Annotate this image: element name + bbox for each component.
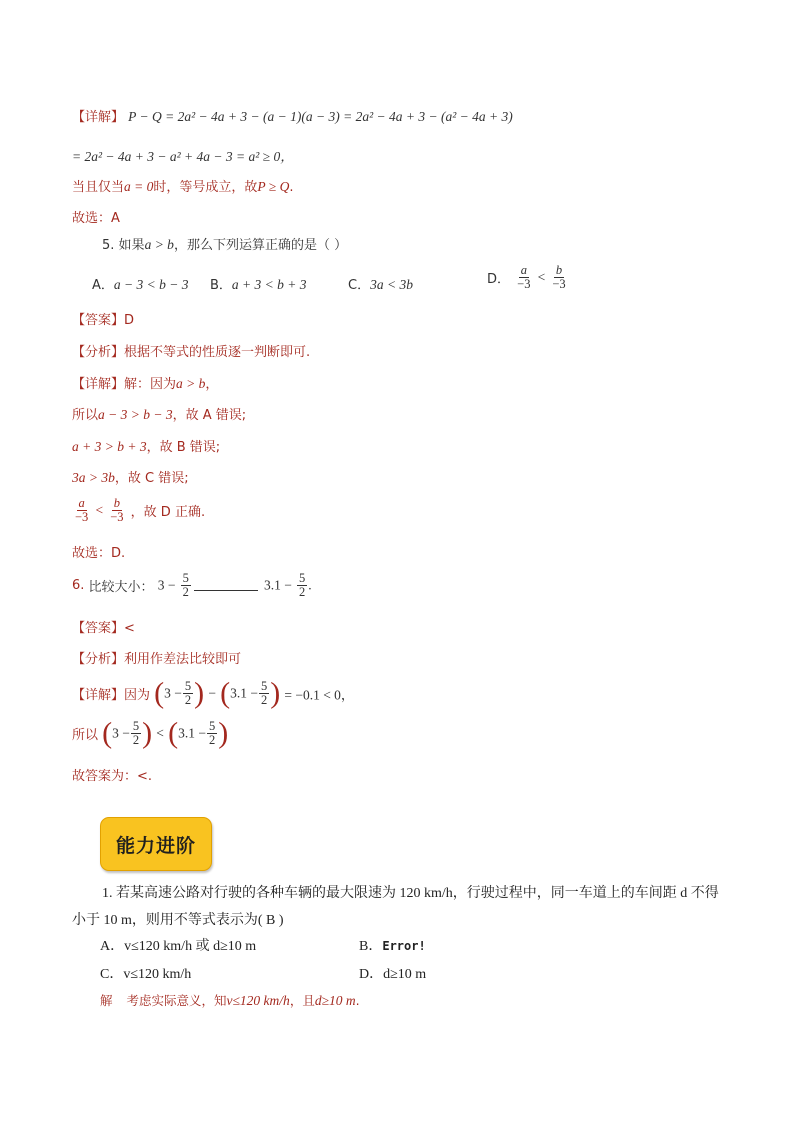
fraction: [181, 572, 191, 599]
option-c: [348, 274, 413, 293]
numerator: 5: [299, 571, 306, 585]
fraction: [515, 264, 532, 291]
option-b: [210, 274, 307, 293]
answer-line: 故选：A: [72, 211, 120, 226]
detail-line: [72, 467, 189, 486]
text: 因为: [124, 688, 151, 703]
text: .: [308, 577, 312, 593]
math: = −0.1 < 0，: [284, 687, 355, 703]
question-5-stem: [102, 234, 347, 253]
math: 3 −: [164, 685, 182, 701]
paren-open: (: [168, 716, 179, 750]
label: 【详解】: [72, 377, 125, 392]
q1-stem-line-1: 1. 若某高速公路对行驶的各种车辆的最大限速为 120 km/h，行驶过程中，同一车道上的车间距 d 不得: [102, 886, 719, 901]
answer-value: <: [124, 621, 135, 636]
text: ，: [205, 377, 219, 392]
paren-close: ): [218, 716, 229, 750]
math: d≥10 m: [314, 993, 356, 1008]
numerator: 5: [260, 679, 268, 693]
paren-open: (: [102, 716, 113, 750]
analysis-text: 根据不等式的性质逐一判断即可.: [124, 345, 311, 360]
text: ，故 C 错误;: [114, 471, 189, 486]
paren-open: (: [154, 676, 165, 710]
denominator: 2: [184, 693, 192, 707]
text: ，故 A 错误;: [172, 408, 247, 423]
math: a = 0: [124, 179, 154, 194]
denominator: 2: [208, 733, 216, 747]
option-text: a + 3 < b + 3: [231, 277, 307, 292]
relation: <: [156, 725, 164, 741]
text: 所以: [72, 408, 99, 423]
operator: −: [208, 685, 216, 701]
detail-line: [72, 676, 355, 710]
paren-close: ): [194, 676, 205, 710]
math-expr: P − Q = 2a² − 4a + 3 − (a − 1)(a − 3) = 2a² − 4a + 3 − (a² − 4a + 3): [128, 109, 513, 124]
option-label: D．: [487, 272, 511, 287]
answer-blank: [194, 590, 258, 591]
text: 如果: [118, 238, 145, 253]
math: a + 3 > b + 3: [72, 439, 147, 454]
math: P ≥ Q: [257, 179, 290, 194]
math: 3.1 −: [230, 685, 258, 701]
option-d: [487, 264, 569, 291]
detail-line: [72, 373, 218, 392]
analysis-line: [72, 341, 310, 360]
q1-option-b: [359, 935, 426, 955]
text: 考虑实际意义，知: [126, 993, 227, 1008]
label: 【答案】: [72, 313, 125, 328]
answer-line: [72, 617, 135, 636]
denominator: −3: [110, 510, 124, 524]
xiangjie-label: 【详解】: [72, 110, 125, 125]
denominator: −3: [517, 277, 531, 291]
label: 【分析】: [72, 652, 125, 667]
denominator: −3: [552, 277, 566, 291]
math: a > b: [176, 376, 206, 391]
option-label: A．: [92, 278, 114, 293]
answer-line: [72, 309, 134, 328]
text: 比较大小：: [88, 580, 154, 595]
q1-option-c: C．v≤120 km/h: [100, 967, 192, 982]
fraction: [131, 720, 141, 747]
analysis-line: [72, 648, 241, 667]
fraction: [108, 497, 125, 524]
option-label: C．: [348, 278, 371, 293]
denominator: −3: [75, 510, 89, 524]
numerator: a: [78, 496, 85, 510]
math: a − 3 > b − 3: [98, 407, 173, 422]
text: 当且仅当: [72, 180, 125, 195]
detail-line: [72, 716, 229, 750]
numerator: a: [520, 263, 527, 277]
detail-line: [72, 497, 205, 524]
numerator: 5: [208, 719, 216, 733]
q1-option-a: A．v≤120 km/h 或 d≥10 m: [100, 939, 257, 954]
paren-close: ): [270, 676, 281, 710]
fraction: [207, 720, 217, 747]
q1-stem-line-2: 小于 10 m，则用不等式表示为( B ): [72, 913, 284, 928]
text: .: [289, 180, 294, 195]
math: v≤120 km/h: [226, 993, 290, 1008]
label: 【分析】: [72, 345, 125, 360]
option-text: Error!: [382, 939, 426, 953]
math: 3 −: [112, 725, 130, 741]
denominator: 2: [299, 585, 306, 599]
relation: <: [95, 502, 104, 518]
option-label: B．: [210, 278, 232, 293]
option-a: [92, 274, 189, 293]
math: a > b: [144, 237, 174, 252]
text: ，那么下列运算正确的是（ ）: [173, 238, 348, 253]
text: 所以: [72, 728, 99, 743]
label: 【答案】: [72, 621, 125, 636]
analysis-text: 利用作差法比较即可: [124, 652, 242, 667]
question-number: 6.: [72, 578, 85, 593]
detail-line-3: [72, 176, 293, 195]
math: 3.1 −: [178, 725, 206, 741]
label: 【详解】: [72, 688, 125, 703]
numerator: 5: [182, 571, 189, 585]
text: 解：因为: [124, 377, 177, 392]
answer-line: 故答案为：<.: [72, 769, 153, 784]
text: ，且: [289, 993, 315, 1008]
section-badge: 能力进阶: [100, 817, 212, 871]
numerator: b: [113, 496, 120, 510]
detail-line-1: [72, 106, 513, 125]
question-number: 5.: [102, 238, 115, 253]
paren-open: (: [220, 676, 231, 710]
math: 3 −: [157, 577, 176, 593]
answer-value: D: [124, 313, 135, 328]
paren-close: ): [142, 716, 153, 750]
answer-line: 故选：D.: [72, 546, 126, 561]
text: .: [355, 993, 360, 1008]
numerator: 5: [184, 679, 192, 693]
fraction: [73, 497, 90, 524]
q1-option-d: D．d≥10 m: [359, 967, 427, 982]
detail-line-2: [72, 145, 294, 165]
fraction: [259, 680, 269, 707]
denominator: 2: [182, 585, 189, 599]
fraction: [297, 572, 307, 599]
math-expr: = 2a² − 4a + 3 − a² + 4a − 3 = a² ≥ 0，: [72, 149, 294, 164]
detail-line: [72, 404, 246, 423]
text: 时，等号成立，故: [153, 180, 258, 195]
option-text: a − 3 < b − 3: [113, 277, 189, 292]
fraction: [550, 264, 567, 291]
question-6-stem: [72, 572, 312, 599]
fraction: [183, 680, 193, 707]
detail-line: [72, 436, 220, 455]
math: 3.1 −: [263, 577, 292, 593]
numerator: b: [555, 263, 563, 277]
option-label: B．: [359, 939, 383, 954]
label: 解: [100, 993, 113, 1008]
text: ，故 D 正确.: [130, 505, 206, 520]
q1-solution: [100, 991, 360, 1009]
denominator: 2: [132, 733, 140, 747]
math: 3a > 3b: [72, 470, 115, 485]
denominator: 2: [260, 693, 268, 707]
numerator: 5: [132, 719, 140, 733]
relation: <: [537, 269, 546, 285]
option-text: 3a < 3b: [370, 277, 413, 292]
text: ，故 B 错误;: [146, 440, 221, 455]
